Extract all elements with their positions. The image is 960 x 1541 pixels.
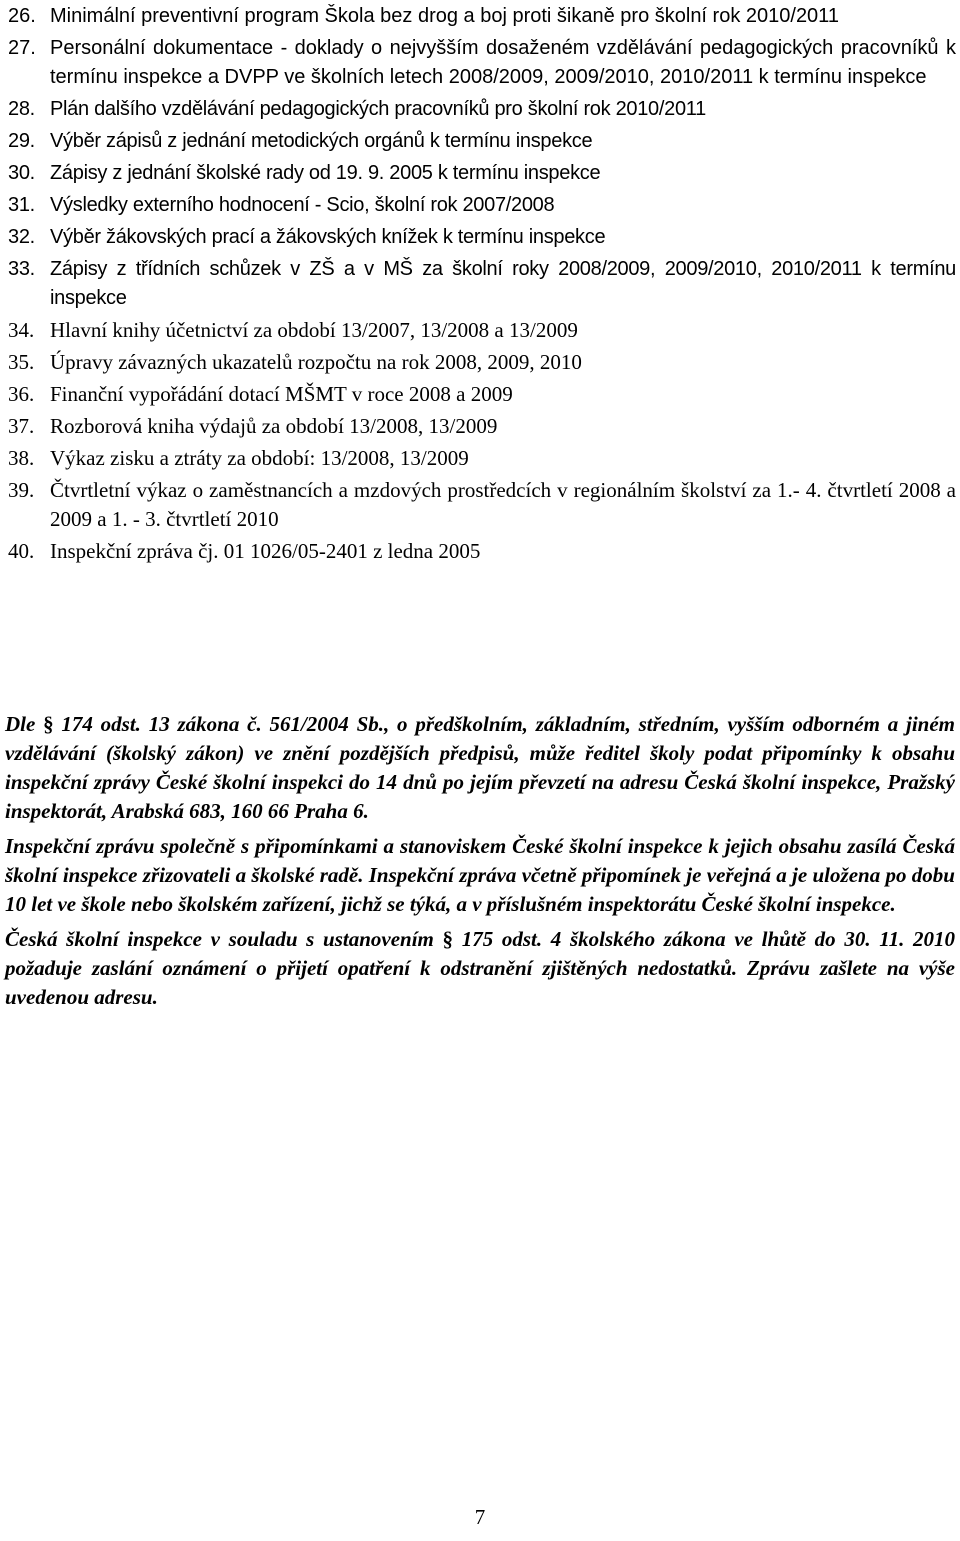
item-text: Zápisy z jednání školské rady od 19. 9. 2005 k termínu inspekce [50,162,601,184]
item-number: 35. [8,350,35,374]
item-text: Čtvrtletní výkaz o zaměstnancích a mzdových prostředcích v regionálním školství za 1.- 4. čtvrtletí 2008 a 2009 a 1. - 3. čtvrtletí 2010 [50,478,956,531]
notice-text: Dle [5,712,44,736]
list-item [8,348,956,377]
item-number: 33. [8,258,35,280]
item-text: Finanční vypořádání dotací MŠMT v roce 2008 a 2009 [50,382,513,406]
item-number: 30. [8,162,35,184]
list-item [8,191,956,220]
item-text: Zápisy z třídních schůzek v ZŠ a v MŠ za školní roky 2008/2009, 2009/2010, 2010/2011 k termínu inspekce [50,258,956,309]
page-number: 7 [474,1505,486,1529]
item-number: 27. [8,37,36,59]
item-text: Hlavní knihy účetnictví za období 13/2007, 13/2008 a 13/2009 [50,318,578,342]
notice-paragraph [5,710,955,826]
item-number: 39. [8,478,35,502]
list-item [8,2,956,31]
item-number: 26. [8,5,36,27]
list-item [8,476,956,534]
notice-paragraph: Inspekční zprávu společně s připomínkami a stanoviskem České školní inspekce k jejich obsahu zasílá Česká školní inspekce zřizovateli a školské radě. Inspekční zpráva včetně připomínek je veřejná a je uložena po dobu 10 let ve škole nebo školském zařízení, jichž se týká, a v příslušném inspektorátu České školní inspekce. [5,834,955,916]
list-item [8,537,956,566]
item-number: 34. [8,318,35,342]
notice-text: Česká školní inspekce v souladu s ustanovením [5,927,443,951]
list-item [8,255,956,313]
notice-paragraph [5,925,955,1012]
item-text: Inspekční zpráva čj. 01 1026/05-2401 z ledna 2005 [50,539,481,563]
item-text: Výběr žákovských prací a žákovských knížek k termínu inspekce [50,226,606,248]
notice-text: 174 odst. 13 zákona č. 561/2004 Sb., o předškolním, základním, středním, vyšším odborném a jiném vzdělávání (školský zákon) ve znění pozdějších předpisů, může ředitel školy podat připomínky k obsahu inspekční zprávy České školní inspekci do 14 dnů po jejím převzetí na adresu Česká školní inspekce, Pražský inspektorát, Arabská 683, 160 66 Praha 6. [5,712,955,823]
item-number: 32. [8,226,35,248]
section-sign: § [43,712,54,736]
section-sign: § [442,927,454,951]
item-text: Výsledky externího hodnocení - Scio, školní rok 2007/2008 [50,194,555,216]
item-text: Úpravy závazných ukazatelů rozpočtu na rok 2008, 2009, 2010 [50,350,582,374]
item-number: 28. [8,98,35,120]
item-number: 29. [8,130,35,152]
item-number: 37. [8,414,35,438]
item-text: Rozborová kniha výdajů za období 13/2008, 13/2009 [50,414,498,438]
item-number: 36. [8,382,35,406]
item-text: Plán dalšího vzdělávání pedagogických pracovníků pro školní rok 2010/2011 [50,98,706,120]
list-item [8,159,956,188]
item-number: 40. [8,539,35,563]
item-text: Výkaz zisku a ztráty za období: 13/2008, 13/2009 [50,446,469,470]
item-text: Personální dokumentace - doklady o nejvyšším dosaženém vzdělávání pedagogických pracovníků k termínu inspekce a DVPP ve školních letech 2008/2009, 2009/2010, 2010/2011 k termínu inspekce [50,37,956,88]
list-item [8,127,956,156]
item-text: Minimální preventivní program Škola bez drog a boj proti šikaně pro školní rok 2010/2011 [50,5,839,27]
list-item [8,95,956,124]
list-item [8,223,956,252]
item-number: 38. [8,446,35,470]
list-item [8,444,956,473]
list-item [8,316,956,345]
item-number: 31. [8,194,35,216]
legal-notice [5,710,955,1018]
list-item [8,34,956,92]
item-text: Výběr zápisů z jednání metodických orgánů k termínu inspekce [50,130,593,152]
list-item [8,412,956,441]
list-item [8,380,956,409]
notice-text: 175 odst. 4 školského zákona ve lhůtě do 30. 11. 2010 požaduje zaslání oznámení o přijetí opatření k odstranění zjištěných nedostatků. Zprávu zašlete na výše uvedenou adresu. [5,927,955,1009]
attachment-list [8,2,956,569]
